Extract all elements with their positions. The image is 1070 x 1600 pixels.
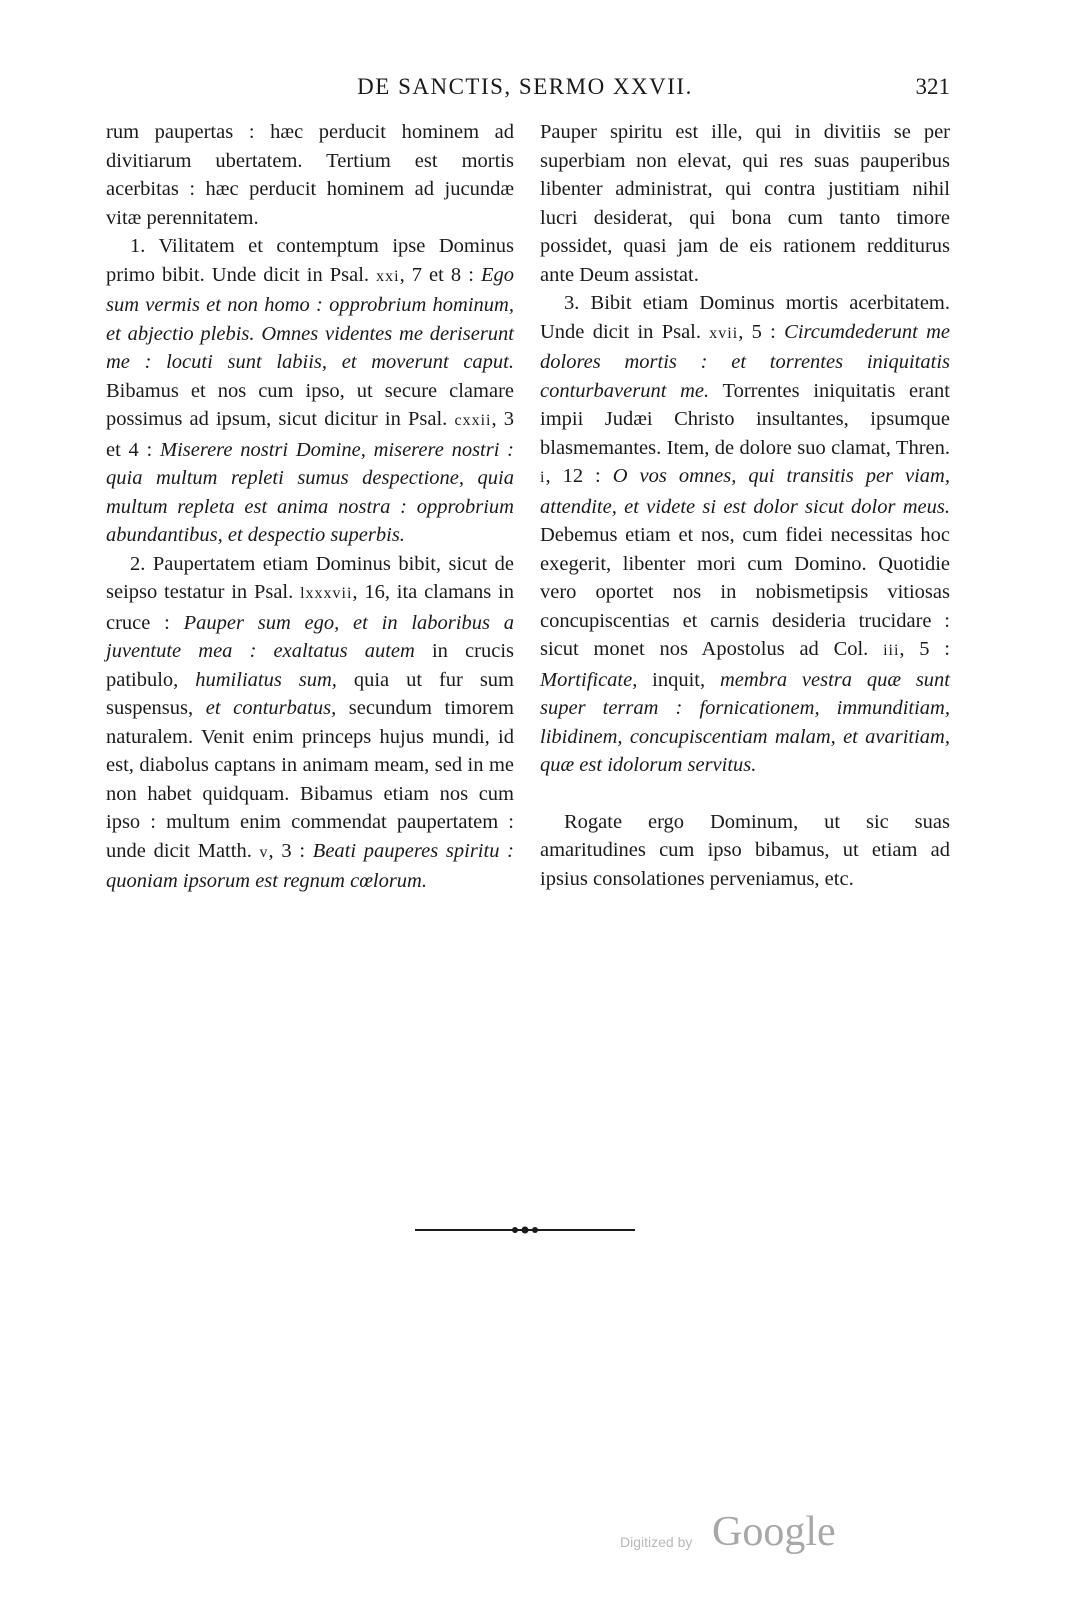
left-column [106, 118, 514, 896]
scripture-quote: Beati pauperes spiritu : quoniam ipsorum est regnum cœlorum. [106, 839, 514, 892]
scripture-quote: humiliatus sum, [195, 668, 337, 691]
google-logo: Google [712, 1509, 836, 1555]
digitized-by-label: Digitized by [620, 1534, 693, 1550]
paragraph-continuation: rum paupertas : hæc perducit hominem ad divitiarum ubertatem. Tertium est mortis acerbitas : hæc perducit hominem ad jucundæ vitæ perennitatem. [106, 121, 514, 229]
scripture-quote: membra vestra quæ sunt super terram : fornicationem, immunditiam, libidinem, concupiscentiam malam, et avaritiam, quæ est idolorum servitus. [540, 668, 950, 776]
paragraph-closing: Rogate ergo Dominum, ut sic suas amaritudines cum ipso bibamus, ut etiam ad ipsius consolationes perveniamus, etc. [540, 810, 950, 890]
right-column [540, 118, 950, 893]
paragraph-mortis-acerbitatem: 3. Bibit etiam Dominus mortis acerbitatem. Unde dicit in Psal. xvii, 5 : Circumdederunt me dolores mortis : et torrentes iniquitatis conturbaverunt me. Torrentes iniquitatis erant impii Judæi Christo insultantes, ipsumque blasmemantes. Item, de dolore suo clamat, Thren. i, 12 : O vos omnes, qui transitis per viam, attendite, et videte si est dolor sicut dolor meus. Debemus etiam et nos, cum fidei necessitas hoc exegerit, libenter mori cum Domino. Quotidie vero oportet nos in nobismetipsis vitiosas concupiscentias et carnis desideria trucidare : sicut monet nos Apostolus ad Col. iii, 5 : Mortificate, inquit, membra vestra quæ sunt super terram : fornicationem, immunditiam, libidinem, concupiscentiam malam, et avaritiam, quæ est idolorum servitus. [540, 292, 950, 776]
end-ornament [415, 1225, 635, 1235]
scripture-quote: Mortificate, [540, 668, 638, 691]
scripture-quote: Pauper sum ego, et in laboribus a juventute mea : exaltatus autem [106, 611, 514, 662]
paragraph-pauper-spiritu: Pauper spiritu est ille, qui in divitiis se per superbiam non elevat, qui res suas pauperibus libenter administrat, qui contra justitiam nihil lucri desiderat, qui bona cum tanto timore possidet, quasi jam de eis rationem redditurus ante Deum assistat. [540, 121, 950, 286]
scripture-quote: Circumdederunt me dolores mortis : et torrentes iniquitatis conturbaverunt me. [540, 320, 950, 402]
running-header [100, 74, 950, 104]
scripture-quote: O vos omnes, qui transitis per viam, attendite, et videte si est dolor sicut dolor meus. [540, 465, 950, 518]
scripture-quote: Miserere nostri Domine, miserere nostri : quia multum repleti sumus despectione, quia multum repleta est anima nostra : opprobrium abundantibus, et despectio superbis. [106, 438, 514, 546]
running-title: DE SANCTIS, SERMO XXVII. [357, 74, 693, 99]
paragraph-vilitatem: 1. Vilitatem et contemptum ipse Dominus primo bibit. Unde dicit in Psal. xxi, 7 et 8 : Ego sum vermis et non homo : opprobrium hominum, et abjectio plebis. Omnes videntes me deriserunt me : locuti sunt labiis, et moverunt caput. Bibamus et nos cum ipso, ut secure clamare possimus ad ipsum, sicut dicitur in Psal. cxxii, 3 et 4 : Miserere nostri Domine, miserere nostri : quia multum repleti sumus despectione, quia multum repleta est anima nostra : opprobrium abundantibus, et despectio superbis. [106, 235, 514, 546]
page-number: 321 [915, 74, 950, 99]
scripture-quote: et conturbatus, [205, 697, 337, 719]
scripture-quote: Ego sum vermis et non homo : opprobrium hominum, et abjectio plebis. Omnes videntes me deriserunt me : locuti sunt labiis, et moverunt caput. [106, 263, 514, 373]
paragraph-paupertatem: 2. Paupertatem etiam Dominus bibit, sicut de seipso testatur in Psal. lxxxvii, 16, ita clamans in cruce : Pauper sum ego, et in laboribus a juventute mea : exaltatus autem in crucis patibulo, humiliatus sum, quia ut fur sum suspensus, et conturbatus, secundum timorem naturalem. Venit enim princeps hujus mundi, id est, diabolus captans in animam meam, sed in me non habet quidquam. Bibamus etiam nos cum ipso : multum enim commendat paupertatem : unde dicit Matth. v, 3 : Beati pauperes spiritu : quoniam ipsorum est regnum cœlorum. [106, 552, 514, 892]
